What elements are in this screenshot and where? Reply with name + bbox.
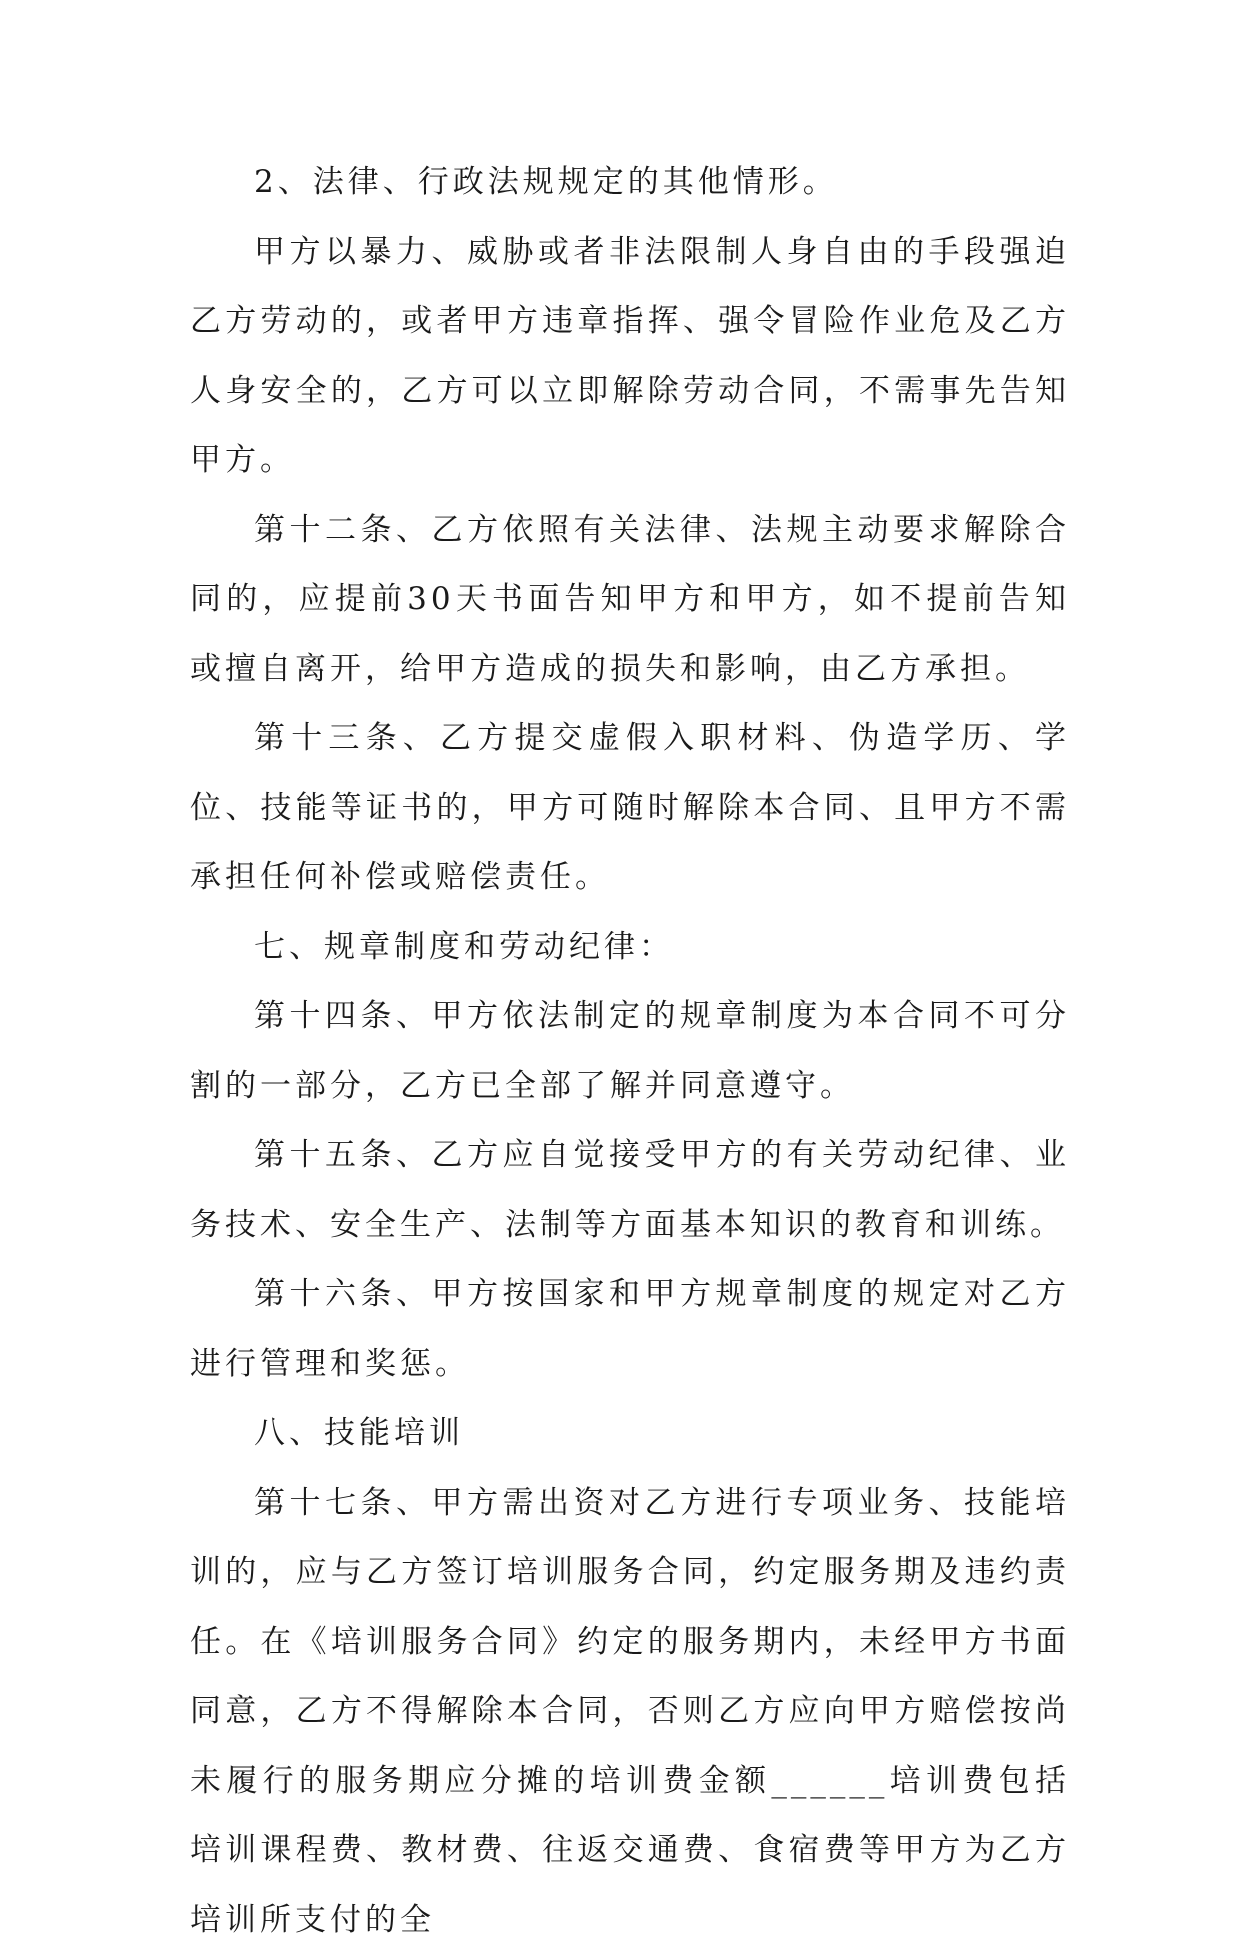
section-heading-skill-training: 八、技能培训 <box>190 1399 1070 1469</box>
paragraph-immediate-termination: 甲方以暴力、威胁或者非法限制人身自由的手段强迫乙方劳动的，或者甲方违章指挥、强令冒险作业危及乙方人身安全的，乙方可以立即解除劳动合同，不需事先告知甲方。 <box>190 218 1070 496</box>
paragraph-article-13: 第十三条、乙方提交虚假入职材料、伪造学历、学位、技能等证书的，甲方可随时解除本合同、且甲方不需承担任何补偿或赔偿责任。 <box>190 704 1070 913</box>
paragraph-article-15: 第十五条、乙方应自觉接受甲方的有关劳动纪律、业务技术、安全生产、法制等方面基本知识的教育和训练。 <box>190 1121 1070 1260</box>
paragraph-article-14: 第十四条、甲方依法制定的规章制度为本合同不可分割的一部分，乙方已全部了解并同意遵守。 <box>190 982 1070 1121</box>
paragraph-article-12: 第十二条、乙方依照有关法律、法规主动要求解除合同的，应提前30天书面告知甲方和甲方，如不提前告知或擅自离开，给甲方造成的损失和影响，由乙方承担。 <box>190 496 1070 705</box>
paragraph-other-circumstances: 2、法律、行政法规规定的其他情形。 <box>190 148 1070 218</box>
section-heading-rules-discipline: 七、规章制度和劳动纪律： <box>190 913 1070 983</box>
paragraph-article-17: 第十七条、甲方需出资对乙方进行专项业务、技能培训的，应与乙方签订培训服务合同，约定服务期及违约责任。在《培训服务合同》约定的服务期内，未经甲方书面同意，乙方不得解除本合同，否则乙方应向甲方赔偿按尚未履行的服务期应分摊的培训费金额______培训费包括培训课程费、教材费、往返交通费、食宿费等甲方为乙方培训所支付的全 <box>190 1469 1070 1955</box>
paragraph-article-16: 第十六条、甲方按国家和甲方规章制度的规定对乙方进行管理和奖惩。 <box>190 1260 1070 1399</box>
contract-text-body <box>190 148 1070 1955</box>
